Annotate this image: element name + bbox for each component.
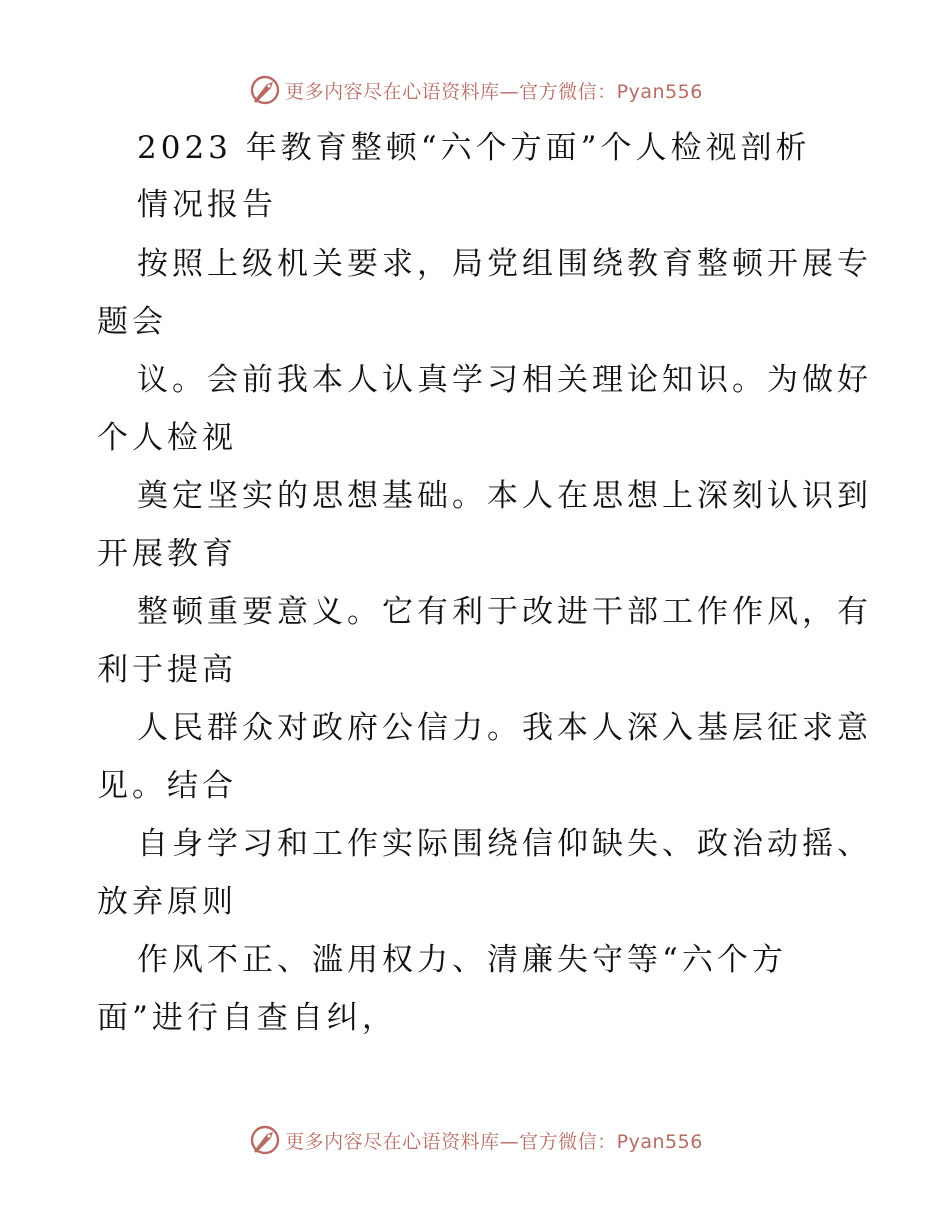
doc-text-line: 个人检视 [97,420,237,456]
doc-title-line-2: 情况报告 [137,187,277,223]
pen-nib-logo-icon [247,1122,283,1158]
doc-text-line: 面”进行自查自纠， [97,1000,397,1036]
watermark-text: 更多内容尽在心语资料库—官方微信：Pyan556 [285,80,703,103]
doc-text-line: 开展教育 [97,536,237,572]
doc-text-line: 人民群众对政府公信力。我本人深入基层征求意 [137,710,872,746]
doc-text-line: 按照上级机关要求，局党组围绕教育整顿开展专 [137,246,872,282]
doc-text-line: 议。会前我本人认真学习相关理论知识。为做好 [137,362,872,398]
doc-text-line: 奠定坚实的思想基础。本人在思想上深刻认识到 [137,478,872,514]
doc-title-line-1: 2023 年教育整顿“六个方面”个人检视剖析 [137,130,811,166]
doc-text-line: 作风不正、滥用权力、清廉失守等“六个方 [137,942,787,978]
watermark-text: 更多内容尽在心语资料库—官方微信：Pyan556 [285,1130,703,1153]
doc-text-line: 放弃原则 [97,884,237,920]
doc-text-line: 自身学习和工作实际围绕信仰缺失、政治动摇、 [137,826,872,862]
doc-text-line: 利于提高 [97,652,237,688]
footer-watermark [0,1118,950,1162]
doc-text-line: 题会 [97,304,167,340]
doc-text-line: 整顿重要意义。它有利于改进干部工作作风，有 [137,594,872,630]
doc-text-line: 见。结合 [97,768,237,804]
